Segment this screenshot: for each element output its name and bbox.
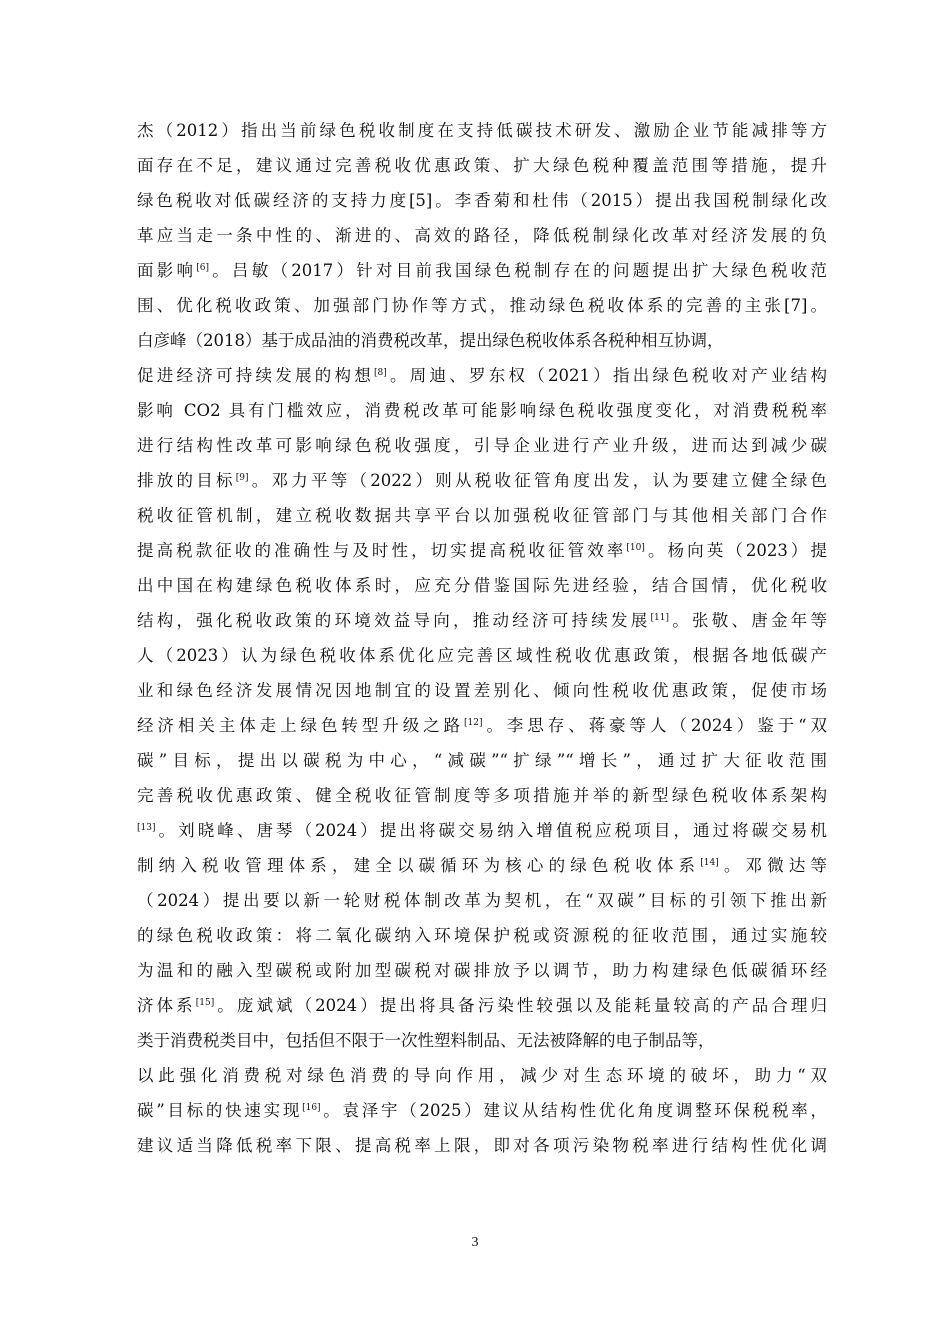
text-segment: 建议适当降低税率下限、提高税率上限，即对各项污染物税率进行结构性优化调 xyxy=(137,1136,827,1155)
text-segment: 。杨向英（2023）提 xyxy=(644,541,827,560)
text-line xyxy=(137,953,827,988)
page-number: 3 xyxy=(471,1235,479,1250)
text-line xyxy=(137,1023,827,1058)
text-segment: 。邓力平等（2022）则从税收征管角度出发，认为要建立健全绿色 xyxy=(248,471,827,490)
citation-reference: [16] xyxy=(302,1103,321,1113)
text-segment: 完善税收优惠政策、健全税收征管制度等多项措施并举的新型绿色税收体系架构 xyxy=(137,786,827,805)
text-line xyxy=(137,498,827,533)
text-line xyxy=(137,463,827,498)
text-line xyxy=(137,813,827,848)
text-segment: 的绿色税收政策：将二氧化碳纳入环境保护税或资源税的征收范围，通过实施较 xyxy=(137,926,827,945)
text-segment: 。李思存、蒋豪等人（2024）鉴于“双 xyxy=(482,716,827,735)
text-line xyxy=(137,568,827,603)
text-line xyxy=(137,603,827,638)
text-line xyxy=(137,988,827,1023)
text-line xyxy=(137,358,827,393)
text-line xyxy=(137,1058,827,1093)
citation-reference: [9] xyxy=(235,473,249,483)
text-segment: 济体系 xyxy=(137,996,196,1015)
text-line xyxy=(137,428,827,463)
text-segment: 围、优化税收政策、加强部门协作等方式，推动绿色税收体系的完善的主张[7]。 xyxy=(137,296,827,315)
citation-reference: [14] xyxy=(700,858,719,868)
text-segment: 出中国在构建绿色税收体系时，应充分借鉴国际先进经验，结合国情，优化税收 xyxy=(137,576,827,595)
text-line xyxy=(137,218,827,253)
text-line xyxy=(137,708,827,743)
text-segment: 。邓微达等 xyxy=(718,856,827,875)
text-segment: 绿色税收对低碳经济的支持力度[5]。李香菊和杜伟（2015）提出我国税制绿化改 xyxy=(137,191,827,210)
text-segment: 排放的目标 xyxy=(137,471,236,490)
text-line xyxy=(137,113,827,148)
text-line xyxy=(137,323,827,358)
text-segment: 。吕敏（2017）针对目前我国绿色税制存在的问题提出扩大绿色税收范 xyxy=(209,261,827,280)
text-line xyxy=(137,743,827,778)
text-segment: 。周迪、罗东权（2021）指出绿色税收对产业结构 xyxy=(386,366,827,385)
text-segment: 进行结构性改革可影响绿色税收强度，引导企业进行产业升级，进而达到减少碳 xyxy=(137,436,827,455)
text-segment: 经济相关主体走上绿色转型升级之路 xyxy=(137,716,465,735)
text-segment: 杰（2012）指出当前绿色税收制度在支持低碳技术研发、激励企业节能减排等方 xyxy=(137,121,827,140)
text-segment: 促进经济可持续发展的构想 xyxy=(137,366,374,385)
text-segment: 面存在不足，建议通过完善税收优惠政策、扩大绿色税种覆盖范围等措施，提升 xyxy=(137,156,827,175)
text-segment: 影响 CO2 具有门槛效应，消费税改革可能影响绿色税收强度变化，对消费税税率 xyxy=(137,401,827,420)
text-line xyxy=(137,918,827,953)
text-line xyxy=(137,778,827,813)
citation-reference: [10] xyxy=(626,543,645,553)
text-segment: 业和绿色经济发展情况因地制宜的设置差别化、倾向性税收优惠政策，促使市场 xyxy=(137,681,827,700)
text-segment: 白彦峰（2018）基于成品油的消费税改革，提出绿色税收体系各税种相互协调， xyxy=(137,331,724,350)
text-segment: 类于消费税类目中，包括但不限于一次性塑料制品、无法被降解的电子制品等， xyxy=(137,1031,715,1050)
text-segment: 革应当走一条中性的、渐进的、高效的路径，降低税制绿化改革对经济发展的负 xyxy=(137,226,827,245)
text-segment: 提高税款征收的准确性与及时性，切实提高税收征管效率 xyxy=(137,541,627,560)
text-segment: 结构，强化税收政策的环境效益导向，推动经济可持续发展 xyxy=(137,611,651,630)
text-line xyxy=(137,183,827,218)
text-segment: 为温和的融入型碳税或附加型碳税对碳排放予以调节，助力构建绿色低碳循环经 xyxy=(137,961,827,980)
text-line xyxy=(137,638,827,673)
text-segment: 。张敬、唐金年等 xyxy=(669,611,827,630)
text-line xyxy=(137,883,827,918)
text-segment: 以此强化消费税对绿色消费的导向作用，减少对生态环境的破坏，助力“双 xyxy=(137,1066,827,1085)
citation-reference: [11] xyxy=(650,613,669,623)
text-line xyxy=(137,533,827,568)
text-line xyxy=(137,148,827,183)
text-segment: 。刘晓峰、唐琴（2024）提出将碳交易纳入增值税应税项目，通过将碳交易机 xyxy=(155,821,827,840)
citation-reference: [15] xyxy=(195,998,215,1008)
text-segment: （2024）提出要以新一轮财税体制改革为契机，在“双碳”目标的引领下推出新 xyxy=(137,891,827,910)
text-line xyxy=(137,288,827,323)
text-segment: 面影响 xyxy=(137,261,197,280)
text-line xyxy=(137,393,827,428)
body-paragraph xyxy=(137,113,827,1163)
text-segment: 制纳入税收管理体系，建全以碳循环为核心的绿色税收体系 xyxy=(137,856,701,875)
citation-reference: [8] xyxy=(374,368,387,378)
text-line xyxy=(137,1128,827,1163)
text-segment: 碳”目标，提出以碳税为中心，“减碳”“扩绿”“增长”，通过扩大征收范围 xyxy=(137,751,827,770)
citation-reference: [12] xyxy=(464,718,483,728)
text-line xyxy=(137,673,827,708)
text-segment: 。袁泽宇（2025）建议从结构性优化角度调整环保税税率， xyxy=(320,1101,827,1120)
text-line xyxy=(137,253,827,288)
text-line xyxy=(137,1093,827,1128)
citation-reference: [6] xyxy=(196,263,209,273)
text-segment: 人（2023）认为绿色税收体系优化应完善区域性税收优惠政策，根据各地低碳产 xyxy=(137,646,827,665)
text-segment: 税收征管机制，建立税收数据共享平台以加强税收征管部门与其他相关部门合作 xyxy=(137,506,827,525)
text-segment: 。庞斌斌（2024）提出将具备污染性较强以及能耗量较高的产品合理归 xyxy=(214,996,827,1015)
text-segment: 碳”目标的快速实现 xyxy=(137,1101,303,1120)
citation-reference: [13] xyxy=(137,823,156,833)
text-line xyxy=(137,848,827,883)
